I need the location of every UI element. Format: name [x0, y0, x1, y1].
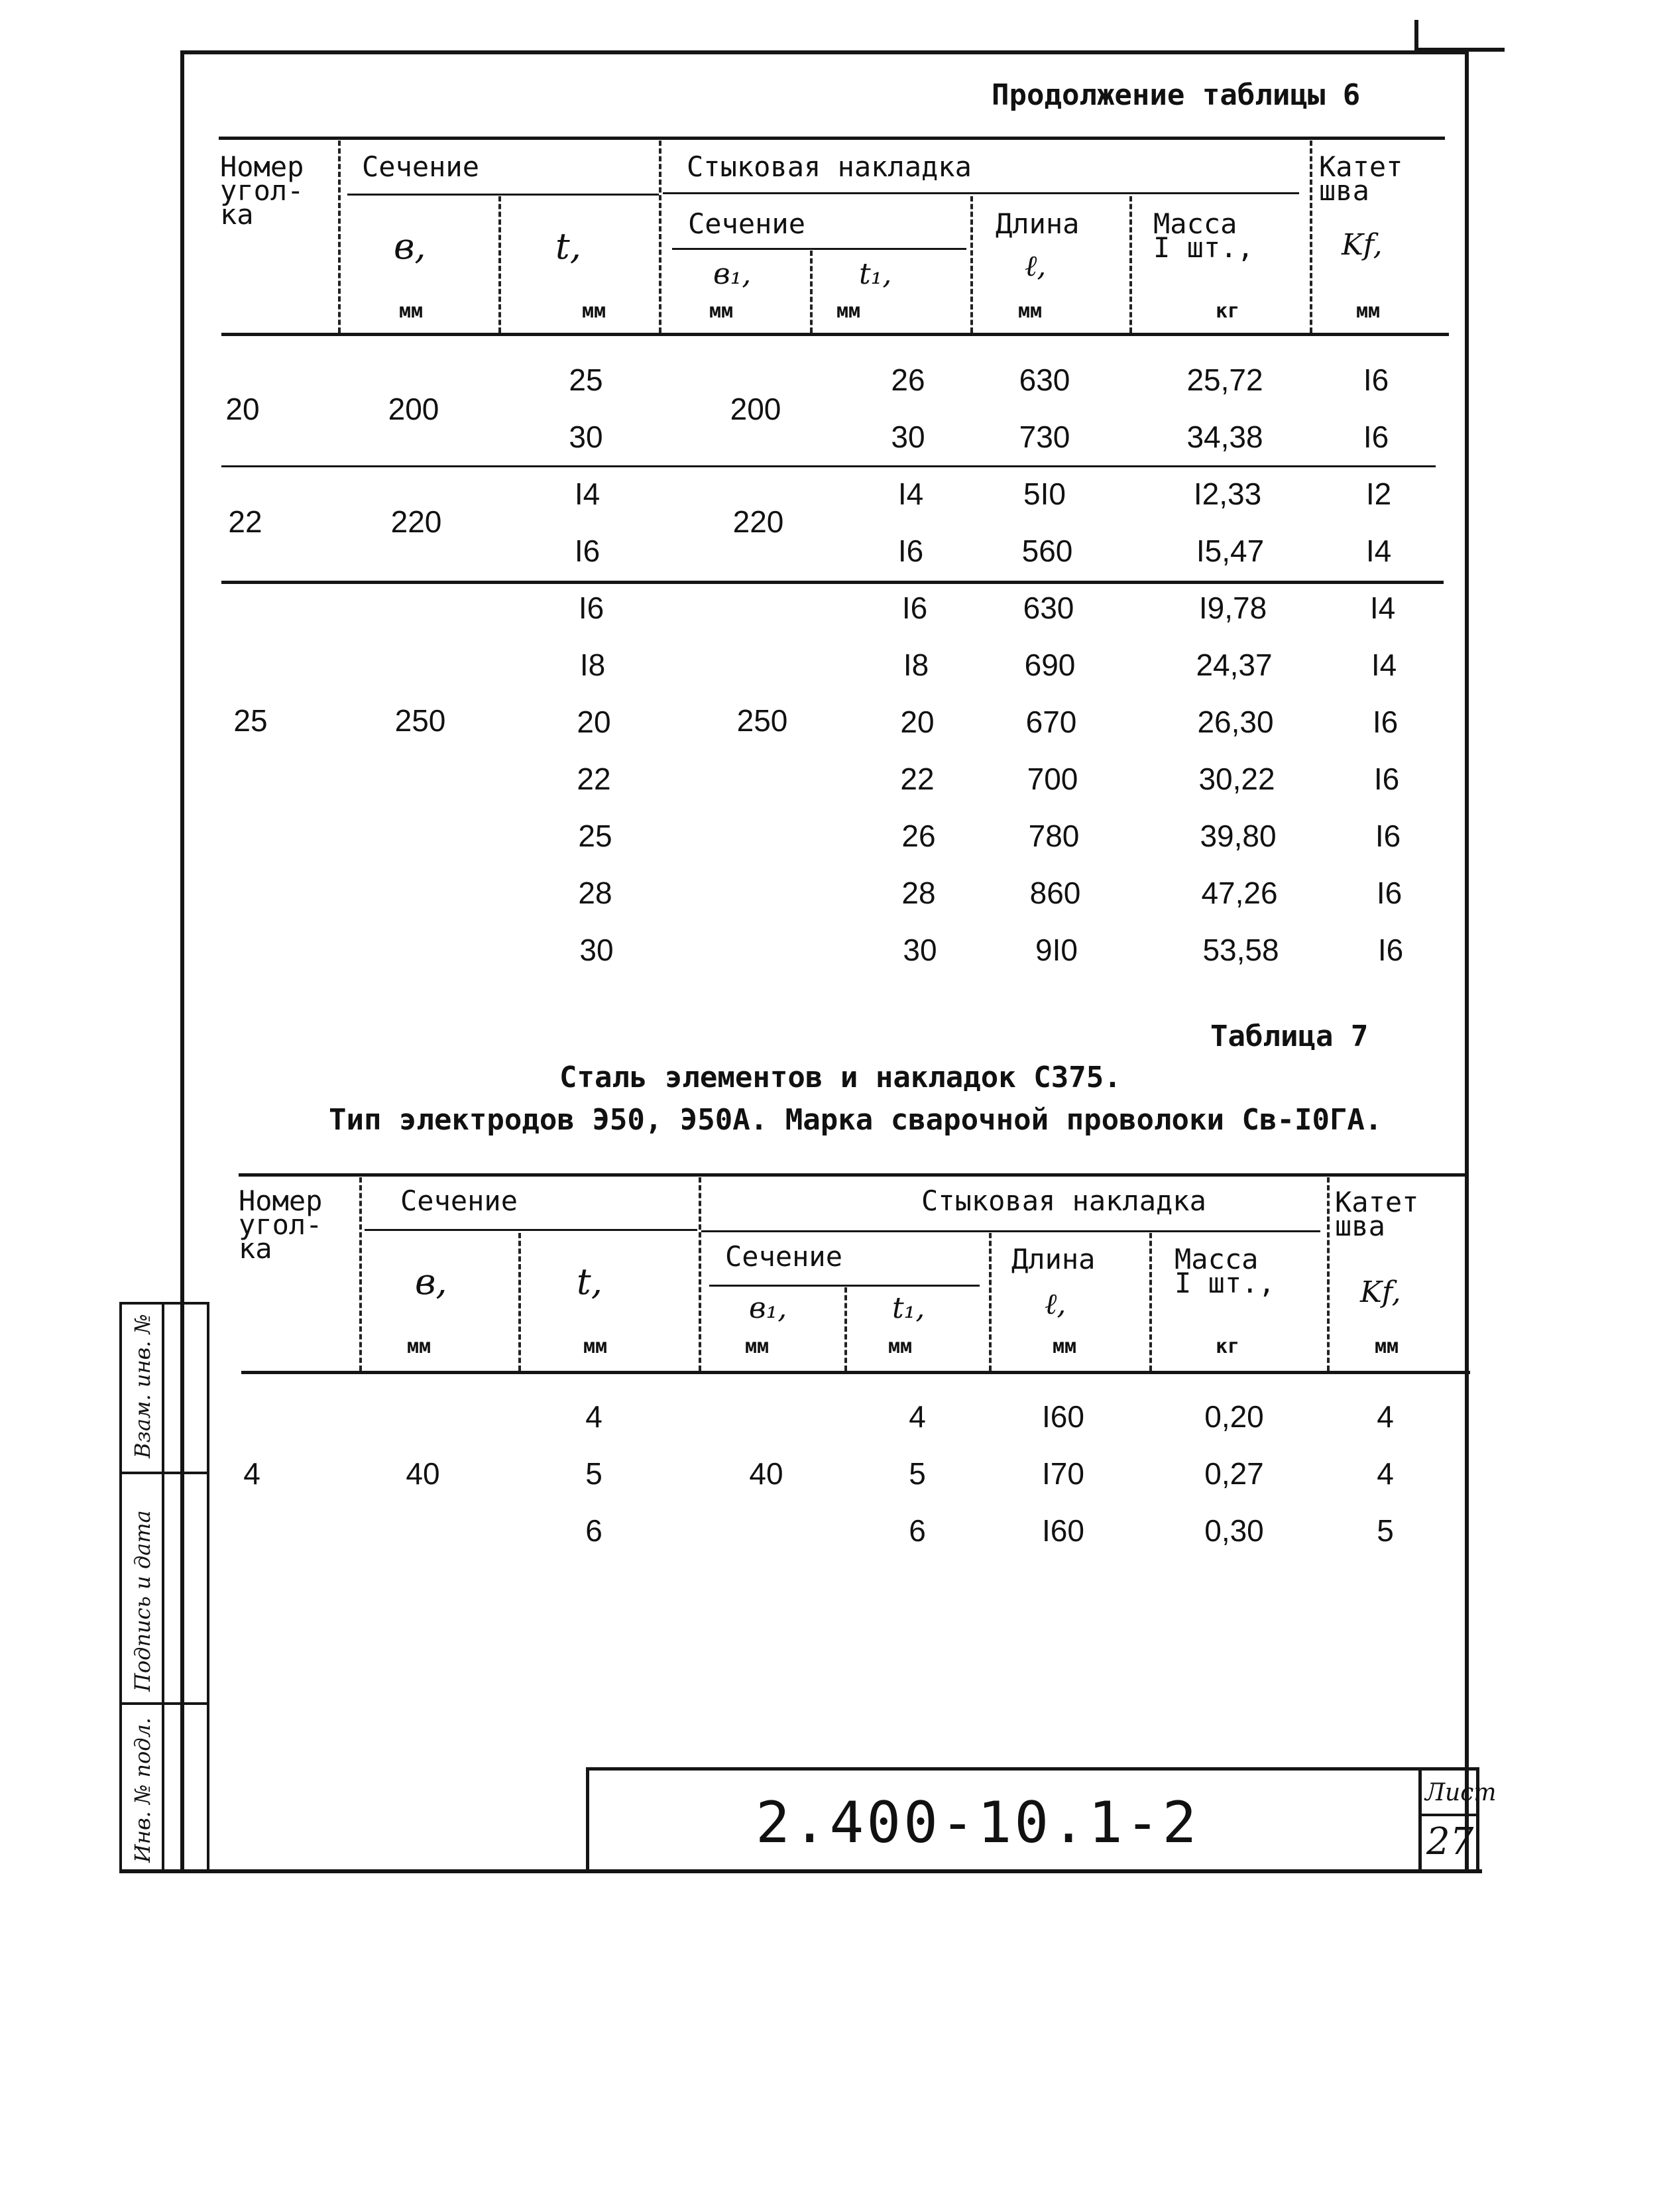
cell-t: 22 — [577, 762, 611, 796]
cell-t: I6 — [578, 591, 604, 625]
cell-length: 690 — [1024, 648, 1076, 682]
angle-number: 25 — [233, 703, 268, 738]
cell-length: 730 — [1019, 420, 1070, 454]
cell-kf: 4 — [1377, 1456, 1394, 1491]
cell-kf: I4 — [1371, 648, 1397, 682]
unit-kg: кг — [1216, 300, 1240, 323]
unit-mm: мм — [836, 300, 861, 323]
t7-divider — [1327, 1177, 1330, 1371]
section-b: 40 — [406, 1456, 440, 1491]
col-subsection-header: Сечение — [688, 207, 806, 240]
cell-t: 30 — [579, 933, 614, 967]
col-l-symbol: ℓ, — [1045, 1287, 1066, 1321]
section-b: 250 — [394, 703, 446, 738]
section-b1: 220 — [732, 504, 784, 539]
cell-t: I6 — [574, 534, 601, 568]
side-label-original-inventory: Инв. № подл. — [130, 1717, 155, 1863]
cell-t1: 26 — [891, 363, 925, 397]
cell-t: 25 — [569, 363, 603, 397]
cell-t1: 30 — [903, 933, 937, 967]
section-b1: 250 — [736, 703, 788, 738]
t6-divider — [1129, 196, 1132, 333]
cell-mass: 0,27 — [1204, 1456, 1264, 1491]
side-strip-divider — [162, 1302, 164, 1873]
col-num-header-1: Номер — [239, 1185, 323, 1217]
title-block-divider — [1418, 1767, 1422, 1873]
table7-label: Таблица 7 — [1210, 1019, 1369, 1053]
unit-mm: мм — [582, 300, 606, 323]
col-kat-header-1: Катет — [1335, 1186, 1419, 1218]
cell-t: 4 — [585, 1399, 602, 1434]
cell-t: 25 — [578, 819, 612, 853]
t6-divider — [1310, 141, 1312, 333]
t6-subsection-rule — [672, 248, 966, 250]
t7-butt-rule — [701, 1230, 1320, 1232]
group-separator — [221, 465, 1436, 467]
cell-mass: 34,38 — [1186, 420, 1263, 454]
col-mass-header-1: Масса — [1175, 1243, 1259, 1275]
col-butt-header: Стыковая накладка — [921, 1185, 1206, 1217]
cell-length: 9I0 — [1035, 933, 1078, 967]
unit-mm: мм — [709, 300, 734, 323]
cell-t1: 28 — [901, 876, 936, 910]
t7-header-bottom-rule — [241, 1371, 1470, 1374]
col-b1-symbol: в₁, — [713, 257, 752, 291]
unit-mm: мм — [399, 300, 424, 323]
cell-mass: I5,47 — [1196, 534, 1265, 568]
cell-mass: 47,26 — [1201, 876, 1278, 910]
cell-t: 28 — [578, 876, 612, 910]
cell-kf: I6 — [1372, 705, 1399, 739]
col-mass-header-1: Масса — [1153, 207, 1237, 240]
unit-mm: мм — [1356, 300, 1381, 323]
cell-t1: 22 — [900, 762, 935, 796]
t6-butt-rule — [663, 192, 1299, 194]
cell-mass: 30,22 — [1198, 762, 1275, 796]
section-b: 220 — [390, 504, 442, 539]
col-section-header: Сечение — [362, 150, 480, 183]
sheet-label: Лист — [1425, 1779, 1497, 1806]
cell-kf: I4 — [1369, 591, 1396, 625]
continuation-title: Продолжение таблицы 6 — [992, 78, 1361, 112]
t7-divider — [699, 1177, 701, 1371]
cell-length: 670 — [1025, 705, 1077, 739]
title-block-divider — [1418, 1814, 1479, 1816]
t7-divider — [359, 1177, 362, 1371]
table7-caption-electrodes: Тип электродов Э50, Э50А. Марка сварочной проволоки Св-I0ГА. — [329, 1103, 1383, 1137]
col-kf-symbol: Kf, — [1360, 1275, 1401, 1309]
col-section-header: Сечение — [400, 1185, 518, 1217]
cell-length: 630 — [1019, 363, 1070, 397]
col-mass-header-2: I шт., — [1175, 1267, 1275, 1299]
t6-divider — [970, 196, 973, 333]
cell-t1: I6 — [897, 534, 924, 568]
cell-length: 630 — [1023, 591, 1074, 625]
cell-length: 780 — [1028, 819, 1080, 853]
table7-caption-steel: Сталь элементов и накладок С375. — [559, 1061, 1121, 1094]
cell-kf: 5 — [1377, 1513, 1394, 1548]
t7-divider — [989, 1233, 992, 1371]
unit-mm: мм — [1053, 1335, 1077, 1358]
t7-top-rule — [239, 1173, 1466, 1177]
cell-t1: 20 — [900, 705, 935, 739]
t6-divider — [810, 251, 813, 333]
cell-t: I4 — [574, 477, 601, 511]
col-mass-header-2: I шт., — [1153, 231, 1254, 264]
t7-subsection-rule — [709, 1285, 980, 1287]
col-t1-symbol: t₁, — [892, 1291, 925, 1325]
cell-length: 700 — [1027, 762, 1078, 796]
col-b1-symbol: в₁, — [749, 1291, 787, 1325]
cell-kf: I2 — [1365, 477, 1392, 511]
col-kat-header-2: шва — [1335, 1210, 1385, 1242]
col-num-header-2: угол- — [220, 174, 304, 207]
t7-divider — [518, 1233, 521, 1371]
col-butt-header: Стыковая накладка — [687, 150, 972, 183]
unit-kg: кг — [1216, 1335, 1240, 1358]
col-b-symbol: в, — [415, 1261, 447, 1303]
cell-t: I8 — [579, 648, 606, 682]
cell-t1: I6 — [901, 591, 928, 625]
col-l-symbol: ℓ, — [1025, 249, 1047, 283]
cell-t1: 6 — [909, 1513, 926, 1548]
t6-divider — [659, 141, 661, 333]
t7-section-rule — [365, 1229, 697, 1231]
cell-t1: 4 — [909, 1399, 926, 1434]
section-b1: 40 — [749, 1456, 783, 1491]
col-kf-symbol: Kf, — [1342, 228, 1383, 262]
side-strip-divider — [119, 1702, 209, 1705]
cell-t: 5 — [585, 1456, 602, 1491]
col-num-header-2: угол- — [239, 1208, 323, 1241]
cell-t: 30 — [569, 420, 603, 454]
unit-mm: мм — [745, 1335, 770, 1358]
cell-t1: I8 — [903, 648, 929, 682]
section-b1: 200 — [730, 392, 781, 426]
unit-mm: мм — [888, 1335, 913, 1358]
unit-mm: мм — [583, 1335, 608, 1358]
cell-t1: 26 — [901, 819, 936, 853]
col-length-header: Длина — [1011, 1243, 1096, 1275]
unit-mm: мм — [407, 1335, 431, 1358]
cell-length: I70 — [1042, 1456, 1084, 1491]
cell-t1: 5 — [909, 1456, 926, 1491]
cell-length: 5I0 — [1023, 477, 1066, 511]
side-label-signature-date: Подпись и дата — [130, 1510, 155, 1692]
col-t-symbol: t, — [555, 225, 581, 267]
t6-header-bottom-rule — [221, 333, 1449, 336]
cell-kf: I6 — [1363, 363, 1389, 397]
cell-mass: 25,72 — [1186, 363, 1263, 397]
t6-top-rule — [219, 137, 1445, 140]
t6-divider — [498, 196, 501, 333]
angle-number: 4 — [243, 1456, 260, 1491]
group-separator — [221, 581, 1444, 584]
cell-length: I60 — [1042, 1399, 1084, 1434]
cell-kf: I6 — [1377, 933, 1404, 967]
t6-section-rule — [347, 194, 659, 196]
cell-kf: I6 — [1363, 420, 1389, 454]
side-label-replaced-inventory: Взам. инв. № — [130, 1314, 155, 1458]
cell-mass: 0,30 — [1204, 1513, 1264, 1548]
cell-mass: 24,37 — [1196, 648, 1273, 682]
cell-kf: I4 — [1365, 534, 1392, 568]
angle-number: 20 — [225, 392, 260, 426]
cell-t1: 30 — [891, 420, 925, 454]
col-length-header: Длина — [996, 207, 1080, 240]
col-t1-symbol: t₁, — [859, 257, 892, 291]
cell-t: 20 — [577, 705, 611, 739]
cell-mass: 0,20 — [1204, 1399, 1264, 1434]
col-b-symbol: в, — [394, 225, 426, 267]
col-kat-header-2: шва — [1319, 174, 1369, 207]
angle-number: 22 — [228, 504, 262, 539]
cell-kf: I6 — [1376, 876, 1403, 910]
cell-mass: 39,80 — [1200, 819, 1277, 853]
cell-t1: I4 — [897, 477, 924, 511]
side-strip-divider — [119, 1472, 209, 1474]
sheet-number: 27 — [1426, 1820, 1474, 1863]
cell-kf: I6 — [1373, 762, 1400, 796]
t7-divider — [844, 1287, 847, 1371]
frame-corner-mark-2 — [1418, 48, 1505, 52]
cell-kf: I6 — [1375, 819, 1401, 853]
col-num-header-3: ка — [220, 198, 254, 231]
t7-divider — [1149, 1233, 1152, 1371]
col-kat-header-1: Катет — [1319, 150, 1403, 183]
document-code: 2.400-10.1-2 — [756, 1790, 1200, 1856]
t6-divider — [338, 141, 341, 333]
cell-mass: I2,33 — [1193, 477, 1262, 511]
cell-mass: I9,78 — [1198, 591, 1267, 625]
col-num-header-1: Номер — [220, 150, 304, 183]
col-t-symbol: t, — [577, 1261, 602, 1303]
cell-mass: 53,58 — [1202, 933, 1279, 967]
unit-mm: мм — [1375, 1335, 1399, 1358]
cell-kf: 4 — [1377, 1399, 1394, 1434]
cell-t: 6 — [585, 1513, 602, 1548]
col-subsection-header: Сечение — [725, 1240, 843, 1273]
col-num-header-3: ка — [239, 1232, 272, 1265]
cell-mass: 26,30 — [1197, 705, 1274, 739]
cell-length: I60 — [1042, 1513, 1084, 1548]
cell-length: 560 — [1021, 534, 1073, 568]
unit-mm: мм — [1018, 300, 1043, 323]
section-b: 200 — [388, 392, 439, 426]
cell-length: 860 — [1029, 876, 1081, 910]
